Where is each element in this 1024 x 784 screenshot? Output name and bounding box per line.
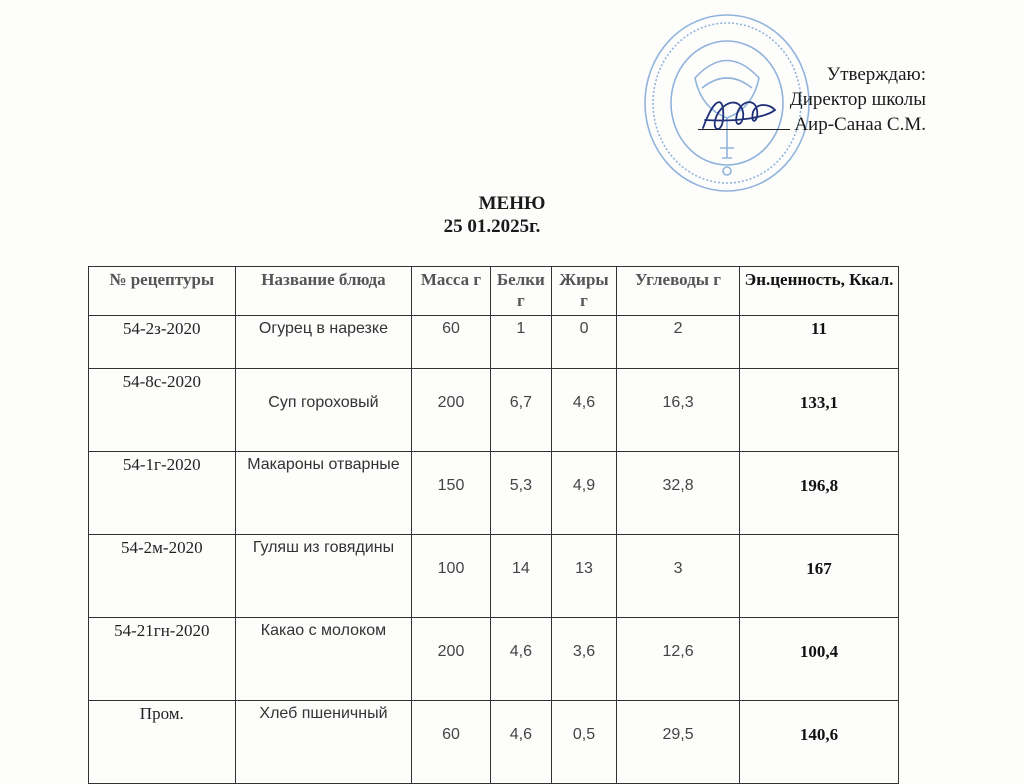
fats-cell: 13 xyxy=(552,535,617,618)
header-dish-name: Название блюда xyxy=(235,267,412,316)
dish-name: Гуляш из говядины xyxy=(235,535,412,618)
recipe-code: 54-1г-2020 xyxy=(89,452,236,535)
fats-cell: 0,5 xyxy=(552,701,617,784)
dish-name: Хлеб пшеничный xyxy=(235,701,412,784)
recipe-code: 54-8с-2020 xyxy=(89,369,236,452)
fats-cell: 4,6 xyxy=(552,369,617,452)
recipe-code: 54-2з-2020 xyxy=(89,316,236,369)
dish-name: Макароны отварные xyxy=(235,452,412,535)
header-carbs: Углеводы г xyxy=(616,267,739,316)
table-row xyxy=(89,452,899,535)
proteins-cell: 5,3 xyxy=(490,452,551,535)
energy-cell: 140,6 xyxy=(740,701,899,784)
mass-cell: 60 xyxy=(412,316,490,369)
header-fats: Жиры г xyxy=(552,267,617,316)
table-row xyxy=(89,618,899,701)
proteins-cell: 1 xyxy=(490,316,551,369)
mass-cell: 200 xyxy=(412,369,490,452)
director-title: Директор школы xyxy=(789,89,926,110)
recipe-code: 54-21гн-2020 xyxy=(89,618,236,701)
dish-name: Какао с молоком xyxy=(235,618,412,701)
carbs-cell: 12,6 xyxy=(616,618,739,701)
energy-cell: 100,4 xyxy=(740,618,899,701)
energy-cell: 196,8 xyxy=(740,452,899,535)
energy-cell: 167 xyxy=(740,535,899,618)
energy-cell: 133,1 xyxy=(740,369,899,452)
table-row xyxy=(89,369,899,452)
carbs-cell: 3 xyxy=(616,535,739,618)
header-mass: Масса г xyxy=(412,267,490,316)
header-proteins: Белки г xyxy=(490,267,551,316)
fats-cell: 0 xyxy=(552,316,617,369)
mass-cell: 150 xyxy=(412,452,490,535)
carbs-cell: 2 xyxy=(616,316,739,369)
dish-name: Суп гороховый xyxy=(235,369,412,452)
table-row xyxy=(89,535,899,618)
table-row xyxy=(89,701,899,784)
fats-cell: 4,9 xyxy=(552,452,617,535)
header-energy: Эн.ценность, Ккал. xyxy=(740,267,899,316)
mass-cell: 100 xyxy=(412,535,490,618)
signer-name: Аир-Санаа С.М. xyxy=(794,114,926,135)
fats-cell: 3,6 xyxy=(552,618,617,701)
approval-label: Утверждаю: xyxy=(826,64,926,85)
proteins-cell: 4,6 xyxy=(490,701,551,784)
recipe-code: Пром. xyxy=(89,701,236,784)
carbs-cell: 29,5 xyxy=(616,701,739,784)
menu-table xyxy=(88,266,899,784)
energy-cell: 11 xyxy=(740,316,899,369)
dish-name: Огурец в нарезке xyxy=(235,316,412,369)
menu-title xyxy=(0,192,1024,238)
recipe-code: 54-2м-2020 xyxy=(89,535,236,618)
mass-cell: 200 xyxy=(412,618,490,701)
carbs-cell: 32,8 xyxy=(616,452,739,535)
proteins-cell: 6,7 xyxy=(490,369,551,452)
menu-date: 25 01.2025г. xyxy=(443,216,541,237)
carbs-cell: 16,3 xyxy=(616,369,739,452)
handwritten-signature xyxy=(695,90,790,140)
header-recipe-no: № рецептуры xyxy=(89,267,236,316)
table-header-row xyxy=(89,267,899,316)
table-row xyxy=(89,316,899,369)
proteins-cell: 4,6 xyxy=(490,618,551,701)
menu-heading: МЕНЮ xyxy=(478,193,546,214)
mass-cell: 60 xyxy=(412,701,490,784)
proteins-cell: 14 xyxy=(490,535,551,618)
